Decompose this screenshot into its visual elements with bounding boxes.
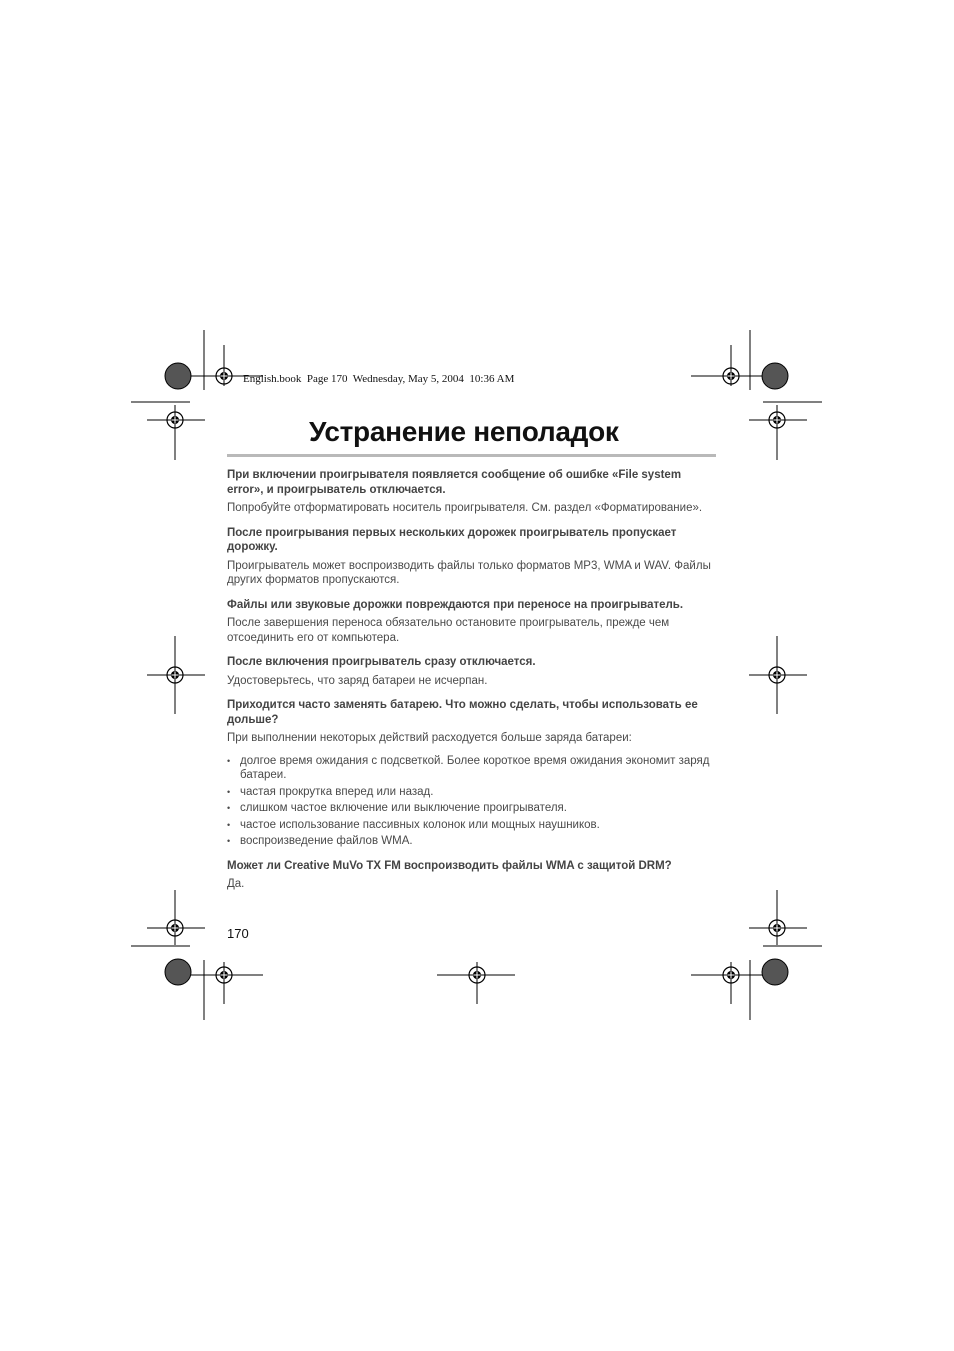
list-item: • воспроизведение файлов WMA.: [227, 834, 719, 849]
list-item: • слишком частое включение или выключение проигрывателя.: [227, 801, 719, 816]
faq-answer: Попробуйте отформатировать носитель проигрывателя. См. раздел «Форматирование».: [227, 502, 703, 514]
list-item: • частое использование пассивных колонок или мощных наушников.: [227, 818, 719, 833]
faq-answer: При выполнении некоторых действий расходуется больше заряда батареи:: [227, 732, 632, 744]
faq-answer: Да.: [227, 878, 245, 890]
faq-answer: Удостоверьтесь, что заряд батареи не исчерпан.: [227, 674, 488, 687]
faq-item: [227, 468, 719, 516]
list-item: • частая прокрутка вперед или назад.: [227, 785, 719, 800]
faq-item: [227, 698, 719, 849]
title-divider: [227, 454, 716, 457]
list-item: • долгое время ожидания с подсветкой. Более короткое время ожидания экономит заряд батареи.: [227, 754, 719, 783]
faq-question: Файлы или звуковые дорожки повреждаются при переносе на проигрыватель.: [227, 598, 684, 611]
faq-item: [227, 598, 719, 646]
battery-tips-list: [227, 754, 719, 849]
faq-item: [227, 655, 719, 688]
faq-answer: После завершения переноса обязательно остановите проигрыватель, прежде чем отсоединить его от компьютера.: [227, 617, 670, 644]
faq-answer: Проигрыватель может воспроизводить файлы только форматов MP3, WMA и WAV. Файлы других форматов пропускаются.: [227, 559, 711, 586]
faq-question: Может ли Creative MuVo TX FM воспроизводить файлы WMA с защитой DRM?: [227, 859, 672, 872]
faq-question: При включении проигрывателя появляется сообщение об ошибке «File system error», и проигрыватель отключается.: [227, 469, 682, 496]
page-title: Устранение неполадок: [309, 416, 619, 447]
faq-question: После включения проигрыватель сразу отключается.: [227, 656, 536, 668]
troubleshooting-content: [227, 468, 719, 902]
faq-item: [227, 526, 719, 588]
faq-question: Приходится часто заменять батарею. Что можно сделать, чтобы использовать ее дольше?: [227, 699, 698, 726]
faq-item: [227, 859, 719, 892]
page-number: 170: [227, 926, 249, 941]
faq-question: После проигрывания первых нескольких дорожек проигрыватель пропускает дорожку.: [227, 526, 677, 553]
print-header: English.book Page 170 Wednesday, May 5, 2004 10:36 AM: [243, 373, 515, 385]
